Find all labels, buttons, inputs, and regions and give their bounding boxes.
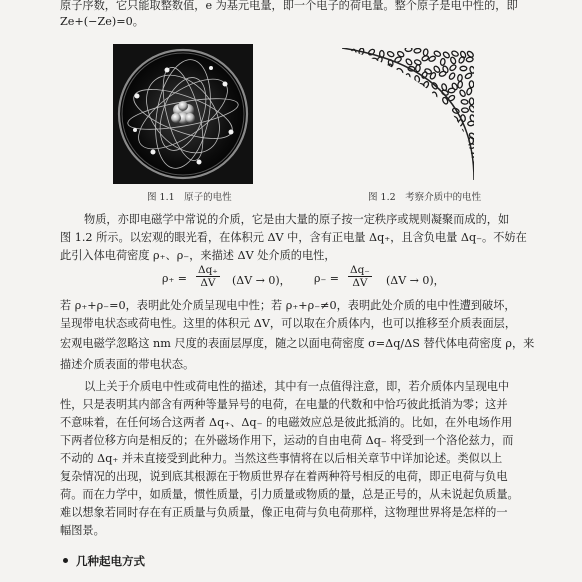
dipole-mark: [466, 87, 473, 95]
dipole-mark: [451, 129, 455, 136]
text-line: 描述介质表面的带电状态。: [60, 358, 195, 371]
dipole-mark: [342, 168, 347, 176]
dipole-mark: [397, 82, 405, 90]
dipole-mark: [342, 73, 348, 81]
dipole-mark: [469, 98, 474, 105]
dipole-mark: [345, 155, 352, 161]
dipole-mark: [460, 162, 468, 169]
dipole-mark: [343, 89, 348, 96]
dipole-mark: [405, 58, 413, 66]
dipole-mark: [371, 138, 378, 146]
dipole-mark: [377, 135, 384, 140]
text-line: 呈现带电状态或荷电性。这里的体积元 ΔV，可以取在介质体内，也可以推移至介质表面层，: [60, 317, 517, 330]
dipole-mark: [352, 139, 359, 147]
dipole-mark: [343, 113, 348, 120]
dipole-mark: [360, 114, 368, 120]
dipole-mark: [387, 147, 395, 154]
dipole-mark: [369, 113, 376, 121]
dipole-mark: [360, 90, 365, 97]
dipole-mark: [385, 152, 392, 160]
formula-limit: (ΔV → 0)，: [232, 274, 291, 287]
text-line: 图 1.2 所示。以宏观的眼光看，在体积元 ΔV 中，含有正电量 Δq₊，且含负电量 Δq₋。不妨在: [60, 231, 527, 244]
dipole-mark: [386, 167, 394, 173]
dipole-mark: [352, 132, 360, 138]
dipole-mark: [411, 136, 419, 144]
dipole-mark: [342, 138, 349, 146]
dipole-mark: [462, 149, 469, 153]
dipole-mark: [414, 147, 422, 154]
dipole-mark: [374, 152, 382, 160]
dipole-mark: [461, 99, 468, 104]
dipole-mark: [441, 121, 448, 129]
figure-caption: 图 1.1 原子的电性: [147, 192, 232, 203]
dipole-mark: [404, 96, 412, 102]
dipole-mark: [425, 139, 432, 144]
text-line: 性，只是表明其内部含有两种等量异号的电荷，在电量的代数和中恰巧彼此抵消为零；这并: [60, 398, 508, 411]
dipole-mark: [358, 73, 366, 79]
dipole-mark: [342, 128, 347, 136]
dipole-mark: [422, 120, 428, 128]
text-line: 不动的 Δq₊ 并未直接受到此种力。当然这些事情将在以后相关章节中详加论述。类似以上: [60, 452, 503, 465]
text-line: 此引入体电荷密度 ρ₊、ρ₋，来描述 ΔV 处介质的电性，: [60, 249, 336, 262]
dipole-mark: [449, 121, 457, 129]
dipole-mark: [359, 170, 365, 178]
dipole-mark: [352, 89, 359, 95]
dipole-mark: [378, 162, 384, 170]
dipole-mark: [441, 114, 449, 122]
dipole-mark: [410, 104, 418, 112]
dipole-mark: [467, 121, 474, 127]
dipole-mark: [387, 51, 395, 58]
dipole-mark: [431, 92, 437, 100]
dipole-mark: [458, 169, 465, 174]
dipole-mark: [451, 115, 459, 123]
dipole-mark: [359, 83, 363, 90]
dipole-mark: [448, 72, 456, 80]
dipole-mark: [420, 167, 428, 175]
dipole-mark: [413, 99, 419, 106]
dipole-mark: [442, 162, 449, 170]
dipole-mark: [377, 96, 385, 103]
formula-numerator: Δq₋: [350, 264, 370, 276]
dipole-mark: [385, 112, 393, 119]
dipole-mark: [368, 65, 376, 73]
dipole-mark: [421, 55, 429, 62]
formula-fraction-plus: [196, 264, 220, 289]
dipole-mark: [380, 124, 388, 130]
formula-numerator: Δq₊: [198, 264, 218, 276]
section-heading: 几种起电方式: [76, 554, 145, 568]
dipole-mark: [369, 145, 375, 153]
dipole-mark: [448, 88, 455, 93]
dipole-mark: [387, 73, 395, 80]
dipole-mark: [432, 164, 440, 171]
dipole-mark: [438, 144, 446, 152]
dipole-mark: [369, 162, 377, 168]
dipole-mark: [425, 99, 433, 105]
dipole-mark: [459, 153, 465, 161]
dipole-mark: [343, 51, 351, 57]
dipole-mark: [433, 99, 441, 107]
dipole-mark: [402, 120, 410, 127]
dipole-mark: [386, 87, 394, 94]
dipole-mark: [393, 136, 401, 143]
dipole-mark: [349, 112, 357, 118]
dipole-mark: [449, 64, 457, 72]
dipole-mark: [342, 160, 348, 168]
dipole-mark: [360, 99, 367, 107]
dipole-mark: [422, 81, 429, 89]
dipole-mark: [357, 162, 365, 169]
dipole-mark: [457, 74, 462, 81]
dipole-mark: [423, 49, 428, 56]
dipole-mark: [421, 128, 428, 136]
dipole-mark: [350, 73, 355, 80]
dipole-mark: [420, 144, 428, 151]
text-line: Ze+(−Ze)=0。: [60, 15, 144, 28]
dipole-mark: [414, 48, 421, 53]
dipole-mark: [459, 137, 467, 144]
dipole-mark: [359, 136, 367, 142]
dipole-mark: [431, 121, 438, 129]
dipole-mark: [456, 128, 464, 136]
dipole-mark: [398, 99, 406, 105]
medium-figure: [342, 48, 474, 180]
dipole-mark: [393, 103, 401, 110]
text-line: 复杂情况的出现，说到底其根源在于物质世界存在着两种符号相反的电荷，即正电荷与负电: [60, 470, 508, 483]
dipole-mark: [420, 160, 427, 165]
dipole-mark: [450, 172, 457, 177]
dipole-mark: [342, 81, 348, 86]
dipole-mark: [396, 67, 404, 75]
dipole-mark: [458, 56, 465, 64]
dipole-mark: [457, 81, 463, 89]
dipole-mark: [368, 97, 374, 105]
dipole-mark: [395, 128, 401, 136]
dipole-mark: [430, 170, 438, 177]
dipole-mark: [384, 119, 392, 125]
dipole-mark: [395, 89, 403, 97]
density-formula: [162, 264, 482, 292]
dipole-mark: [433, 107, 441, 113]
text-line: 以上关于介质电中性或荷电性的描述，其中有一点值得注意，即，若介质体内呈现电中: [84, 380, 510, 393]
dipole-mark: [450, 137, 458, 145]
dipole-mark: [378, 128, 386, 136]
dipole-mark: [414, 152, 421, 160]
dipole-mark: [372, 132, 379, 137]
bullet-icon: [63, 558, 68, 563]
dipole-mark: [447, 143, 455, 151]
dipole-mark: [378, 114, 386, 120]
dipole-mark: [377, 147, 383, 155]
dipole-mark: [389, 84, 397, 91]
dipole-mark: [367, 169, 375, 176]
dipole-mark: [395, 155, 403, 162]
dipole-mark: [413, 162, 421, 170]
dipole-mark: [360, 122, 365, 129]
atom-illustration: [113, 44, 253, 184]
dipole-mark: [425, 108, 432, 113]
dipole-mark: [369, 105, 374, 112]
dipole-mark: [366, 79, 374, 87]
dipole-mark: [396, 121, 403, 129]
dipole-mark: [406, 170, 412, 177]
dipole-mark: [466, 57, 473, 62]
dipole-mark: [403, 151, 410, 159]
dipole-mark: [423, 153, 429, 161]
dipole-mark: [441, 106, 449, 114]
dipole-mark: [362, 154, 370, 162]
dipole-mark: [378, 81, 383, 88]
dipole-mark: [461, 108, 468, 113]
text-line: 荷。而在力学中，如质量，惯性质量，引力质量或物质的量，总是正号的，从未说起负质量。: [60, 488, 519, 501]
dipole-mark: [414, 75, 420, 83]
text-line: 原子序数，它只能取整数值，e 为基元电量，即一个电子的荷电量。整个原子是电中性的，即: [60, 0, 518, 12]
dipole-mark: [412, 120, 420, 128]
dipole-mark: [360, 128, 368, 136]
dipole-mark: [368, 121, 374, 129]
dipole-mark: [422, 113, 428, 121]
dipole-mark: [443, 132, 450, 137]
dipole-mark: [343, 105, 348, 112]
dipole-mark: [342, 64, 348, 72]
dipole-mark: [407, 83, 414, 88]
atom-figure: [113, 44, 253, 184]
dipole-mark: [413, 89, 420, 97]
dipole-mark: [404, 88, 412, 96]
dipole-mark: [350, 97, 358, 105]
dipole-mark: [343, 59, 351, 67]
dipole-mark: [371, 58, 378, 63]
dipole-mark: [369, 75, 377, 83]
text-line: 下两者位移方向是相反的；在外磁场作用下，运动的自由电荷 Δq₋ 将受到一个洛伦兹力，而: [60, 434, 514, 447]
dipole-mark: [433, 116, 441, 122]
text-line: 物质，亦即电磁学中常说的介质，它是由大量的原子按一定秩序或规则凝聚而成的，如: [84, 213, 510, 226]
dipole-mark: [349, 169, 357, 176]
dipole-mark: [440, 58, 445, 65]
dipole-mark: [464, 72, 472, 79]
dipole-mark: [350, 154, 357, 162]
dipole-mark: [351, 82, 357, 90]
text-line: 幅图景。: [60, 524, 105, 537]
dipole-mark: [468, 105, 474, 113]
dipole-mark: [396, 73, 402, 81]
dipole-mark: [389, 162, 397, 169]
dipole-mark: [361, 58, 369, 66]
dipole-mark: [381, 67, 388, 72]
dipole-mark: [415, 65, 420, 72]
dipole-mark: [448, 160, 456, 167]
dipole-mark: [397, 147, 405, 155]
dipole-mark: [429, 129, 437, 136]
text-line: 宏观电磁学忽略这 nm 尺度的表面层厚度，随之以面电荷密度 σ=Δq/ΔS 替代体电荷密度 ρ，来: [60, 337, 535, 350]
dipole-mark: [359, 145, 366, 153]
dipole-mark: [402, 161, 409, 169]
formula-rho-plus: ρ₊ =: [162, 272, 187, 285]
dipole-mark: [377, 169, 382, 176]
dipole-mark: [385, 63, 393, 71]
formula-rho-minus: ρ₋ =: [314, 272, 339, 285]
dipole-mark: [362, 107, 370, 113]
dipole-mark: [405, 48, 412, 52]
dipole-mark: [405, 74, 410, 81]
dipole-mark: [459, 89, 466, 97]
dipole-mark: [441, 138, 448, 146]
dipole-mark: [342, 99, 350, 107]
text-line: 若 ρ₊+ρ₋=0，表明此处介质呈现电中性；若 ρ₊+ρ₋≠0，表明此处介质的电中性遭到破坏，: [60, 299, 516, 312]
dipole-mark: [414, 169, 420, 177]
figure-caption: 图 1.2 考察介质中的电性: [368, 192, 482, 203]
formula-fraction-minus: [348, 264, 372, 289]
dipole-mark: [395, 170, 401, 178]
dipole-mark: [394, 160, 402, 168]
formula-denominator: ΔV: [352, 277, 368, 289]
dipole-mark: [451, 50, 459, 57]
dipole-mark: [387, 99, 392, 106]
dipole-mark: [432, 155, 437, 162]
dipole-mark: [412, 112, 420, 120]
dipole-mark: [444, 170, 452, 177]
dipole-mark: [460, 66, 467, 70]
dipole-mark: [390, 130, 397, 135]
formula-denominator: ΔV: [200, 277, 216, 289]
dipole-mark: [353, 162, 361, 169]
dipole-mark: [406, 145, 414, 152]
dipole-mark: [378, 107, 386, 113]
dipole-mark: [387, 105, 393, 113]
dipole-mark: [358, 65, 364, 73]
dipole-mark: [351, 145, 359, 152]
dipole-mark: [377, 73, 385, 80]
dipole-mark: [379, 91, 386, 96]
dipole-mark: [394, 112, 402, 118]
dipole-mark: [405, 105, 413, 112]
dipole-mark: [428, 55, 436, 62]
dipole-mark: [343, 121, 348, 128]
dipole-mark: [406, 129, 411, 136]
dipole-mark: [370, 91, 376, 99]
dipole-mark: [469, 81, 474, 88]
dipole-mark: [403, 136, 411, 144]
dipole-mark: [388, 138, 395, 146]
text-line: 难以想象若同时存在有正质量与负质量，像正电荷与负电荷那样，这物理世界将是怎样的一: [60, 506, 508, 519]
dipole-mark: [431, 145, 437, 153]
dipole-mark: [422, 92, 429, 100]
dipole-mark: [442, 51, 450, 59]
dipole-mark: [450, 56, 457, 64]
text-line: 不意味着，在任何场合这两者 Δq₊、Δq₋ 的电磁效应总是彼此抵消的。比如，在外电场作用: [60, 416, 513, 429]
dipole-mark: [342, 145, 349, 153]
dipole-mark: [371, 154, 379, 161]
dipole-mark: [442, 154, 450, 162]
formula-limit: (ΔV → 0)，: [386, 274, 445, 287]
dipole-mark: [403, 113, 411, 121]
dipole-mark: [354, 123, 361, 128]
dipole-mark: [433, 140, 441, 146]
dipole-mark: [350, 65, 357, 70]
medium-illustration: [342, 48, 474, 180]
dipole-mark: [351, 106, 357, 114]
dipole-mark: [450, 153, 458, 160]
dipole-mark: [415, 131, 422, 136]
dipole-mark: [349, 56, 357, 64]
